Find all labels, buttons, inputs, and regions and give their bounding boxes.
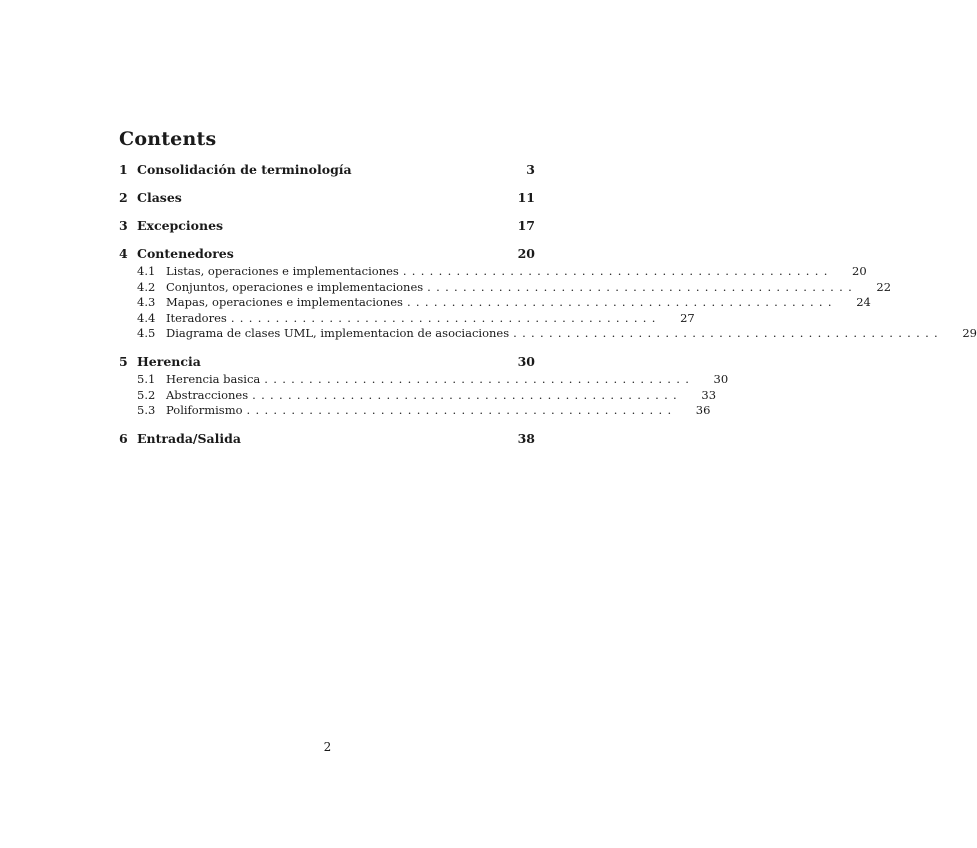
dot-leader: ................................................ xyxy=(427,279,858,294)
subsection-title: Herencia basica xyxy=(166,371,261,386)
section-title: Clases xyxy=(137,190,182,205)
section-title: Herencia xyxy=(137,353,201,369)
section-page-number: 38 xyxy=(517,430,535,446)
subsection-number: 4.2 xyxy=(137,279,156,294)
section-page-number: 30 xyxy=(517,353,535,369)
section-title: Contenedores xyxy=(137,246,234,261)
subsection-page-number: 24 xyxy=(856,295,871,310)
subsection-title: Conjuntos, operaciones e implementaciones xyxy=(166,279,424,294)
toc-subsection-4-3[interactable] xyxy=(119,295,871,311)
toc-section-2[interactable] xyxy=(119,190,535,206)
section-number: 5 xyxy=(119,353,128,369)
dot-leader: ................................................ xyxy=(513,326,943,341)
section-page-number: 3 xyxy=(526,162,535,177)
toc-subsection-5-3[interactable] xyxy=(119,403,711,419)
section-number: 2 xyxy=(119,190,128,205)
subsection-page-number: 20 xyxy=(852,264,867,278)
toc-subsection-5-1[interactable] xyxy=(119,371,729,388)
section-title: Consolidación de terminología xyxy=(137,162,352,177)
dot-leader: ................................................ xyxy=(246,403,677,418)
subsection-number: 4.1 xyxy=(137,264,156,278)
table-of-contents xyxy=(119,162,977,447)
toc-subsection-5-2[interactable] xyxy=(119,387,717,404)
toc-section-3[interactable] xyxy=(119,218,535,234)
subsection-title: Mapas, operaciones e implementaciones xyxy=(166,295,403,310)
dot-leader: ................................................ xyxy=(252,387,683,402)
section-page-number: 20 xyxy=(517,246,535,261)
subsection-number: 4.4 xyxy=(137,310,156,325)
dot-leader: ................................................ xyxy=(264,371,695,386)
toc-subsection-4-4[interactable] xyxy=(119,310,695,327)
subsection-number: 4.5 xyxy=(137,326,156,341)
dot-leader: ................................................ xyxy=(230,310,661,325)
toc-subsection-4-5[interactable] xyxy=(119,326,977,342)
subsection-list xyxy=(119,264,977,342)
subsection-page-number: 30 xyxy=(713,371,729,386)
toc-section-1[interactable] xyxy=(119,162,535,178)
section-number: 4 xyxy=(119,246,128,261)
subsection-title: Listas, operaciones e implementaciones xyxy=(166,264,399,278)
section-title: Entrada/Salida xyxy=(137,430,241,446)
subsection-number: 5.2 xyxy=(137,387,156,402)
toc-heading: Contents xyxy=(119,128,217,150)
toc-subsection-4-1[interactable] xyxy=(119,264,867,280)
subsection-page-number: 27 xyxy=(680,310,695,325)
toc-section-4[interactable] xyxy=(119,246,535,262)
section-number: 6 xyxy=(119,430,128,446)
subsection-number: 5.3 xyxy=(137,403,156,418)
section-title: Excepciones xyxy=(137,218,224,233)
subsection-list xyxy=(119,371,729,419)
toc-section-5[interactable] xyxy=(119,354,535,370)
section-page-number: 11 xyxy=(517,190,535,205)
toc-subsection-4-2[interactable] xyxy=(119,279,892,296)
subsection-number: 4.3 xyxy=(137,295,156,310)
subsection-title: Abstracciones xyxy=(166,387,249,402)
section-number: 1 xyxy=(119,162,128,177)
section-number: 3 xyxy=(119,218,128,233)
subsection-title: Poliformismo xyxy=(166,403,243,418)
subsection-title: Iteradores xyxy=(166,310,227,325)
dot-leader: ................................................ xyxy=(402,264,833,278)
subsection-title: Diagrama de clases UML, implementacion de asociaciones xyxy=(166,326,510,341)
dot-leader: ................................................ xyxy=(406,295,837,310)
subsection-page-number: 22 xyxy=(876,279,892,294)
subsection-page-number: 36 xyxy=(695,403,711,418)
subsection-page-number: 29 xyxy=(962,326,977,341)
page-number: 2 xyxy=(323,740,332,754)
subsection-page-number: 33 xyxy=(701,387,717,402)
toc-section-6[interactable] xyxy=(119,431,535,447)
section-page-number: 17 xyxy=(517,218,535,233)
subsection-number: 5.1 xyxy=(137,371,156,386)
